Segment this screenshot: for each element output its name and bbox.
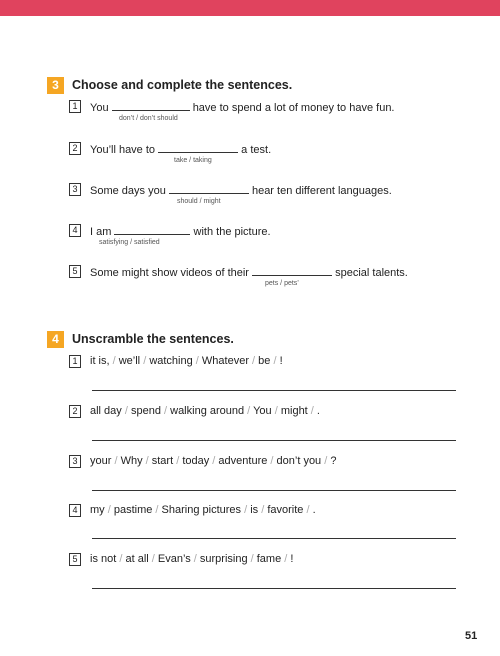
section-number-badge: 3 — [47, 77, 64, 94]
word-chunk: walking around — [170, 405, 245, 417]
word-chunk: ! — [290, 553, 294, 565]
word-chunk: at all — [125, 553, 149, 565]
word-chunk: start — [151, 455, 174, 467]
sentence-start: Some might show videos of their — [90, 267, 249, 279]
word-chunk: spend — [130, 405, 161, 417]
word-chunk: Whatever — [201, 355, 249, 367]
scrambled-words: my / pastime / Sharing pictures / is / favorite / . — [90, 504, 316, 516]
word-chunk: it is, — [90, 355, 110, 367]
item-number: 4 — [69, 504, 81, 517]
item-number: 3 — [69, 455, 81, 468]
word-chunk: surprising — [199, 553, 248, 565]
answer-line[interactable] — [92, 588, 456, 589]
word-chunk: all day — [90, 405, 122, 417]
section-3-header — [47, 76, 292, 94]
section-title: Unscramble the sentences. — [72, 332, 234, 346]
sentence-end: have to spend a lot of money to have fun. — [192, 102, 395, 114]
item-number: 4 — [69, 224, 81, 237]
item-number: 1 — [69, 100, 81, 113]
choice-hint: take / taking — [174, 157, 212, 164]
sentence-start: You’ll have to — [90, 144, 156, 156]
item-number: 2 — [69, 142, 81, 155]
section-number-badge: 4 — [47, 331, 64, 348]
choice-hint: should / might — [177, 198, 221, 205]
choice-hint: don’t / don’t should — [119, 115, 178, 122]
word-chunk: . — [312, 504, 316, 516]
choice-hint: pets / pets’ — [265, 280, 299, 287]
answer-line[interactable] — [92, 538, 456, 539]
fill-blank[interactable] — [252, 265, 332, 276]
fill-blank[interactable] — [112, 100, 190, 111]
word-chunk: . — [316, 405, 320, 417]
scrambled-words: all day / spend / walking around / You / might / . — [90, 405, 320, 417]
sentence-start: Some days you — [90, 185, 166, 197]
item-number: 1 — [69, 355, 81, 368]
word-chunk: pastime — [113, 504, 153, 516]
word-chunk: ? — [330, 455, 337, 467]
word-chunk: You — [253, 405, 272, 417]
word-chunk: we’ll — [118, 355, 141, 367]
answer-line[interactable] — [92, 490, 456, 491]
word-chunk: Sharing pictures — [161, 504, 242, 516]
fill-blank[interactable] — [114, 224, 190, 235]
scrambled-words: it is, / we’ll / watching / Whatever / be / ! — [90, 355, 283, 367]
sentence-end: special talents. — [335, 267, 408, 279]
word-chunk: favorite — [267, 504, 304, 516]
item-number: 5 — [69, 553, 81, 566]
answer-line[interactable] — [92, 390, 456, 391]
word-chunk: is not — [90, 553, 117, 565]
sentence-end: with the picture. — [193, 226, 271, 238]
word-chunk: your — [90, 455, 112, 467]
word-chunk: fame — [256, 553, 282, 565]
fill-blank[interactable] — [169, 183, 249, 194]
choice-hint: satisfying / satisfied — [99, 239, 160, 246]
word-chunk: Evan’s — [157, 553, 191, 565]
top-color-bar — [0, 0, 500, 16]
item-number: 3 — [69, 183, 81, 196]
page-number: 51 — [465, 630, 478, 642]
word-chunk: Why — [120, 455, 143, 467]
section-4-header — [47, 330, 234, 348]
scrambled-words: your / Why / start / today / adventure / don’t you / ? — [90, 455, 337, 467]
word-chunk: is — [250, 504, 259, 516]
answer-line[interactable] — [92, 440, 456, 441]
item-number: 2 — [69, 405, 81, 418]
sentence-end: a test. — [241, 144, 272, 156]
word-chunk: today — [182, 455, 210, 467]
word-chunk: my — [90, 504, 105, 516]
section-title: Choose and complete the sentences. — [72, 78, 293, 92]
word-chunk: might — [280, 405, 308, 417]
word-chunk: adventure — [218, 455, 268, 467]
sentence-start: You — [90, 102, 109, 114]
word-chunk: watching — [149, 355, 193, 367]
scrambled-words: is not / at all / Evan’s / surprising / fame / ! — [90, 553, 294, 565]
sentence-start: I am — [90, 226, 112, 238]
word-chunk: don’t you — [276, 455, 322, 467]
word-chunk: ! — [279, 355, 283, 367]
sentence-end: hear ten different languages. — [251, 185, 392, 197]
word-chunk: be — [258, 355, 271, 367]
item-number: 5 — [69, 265, 81, 278]
fill-blank[interactable] — [158, 142, 238, 153]
